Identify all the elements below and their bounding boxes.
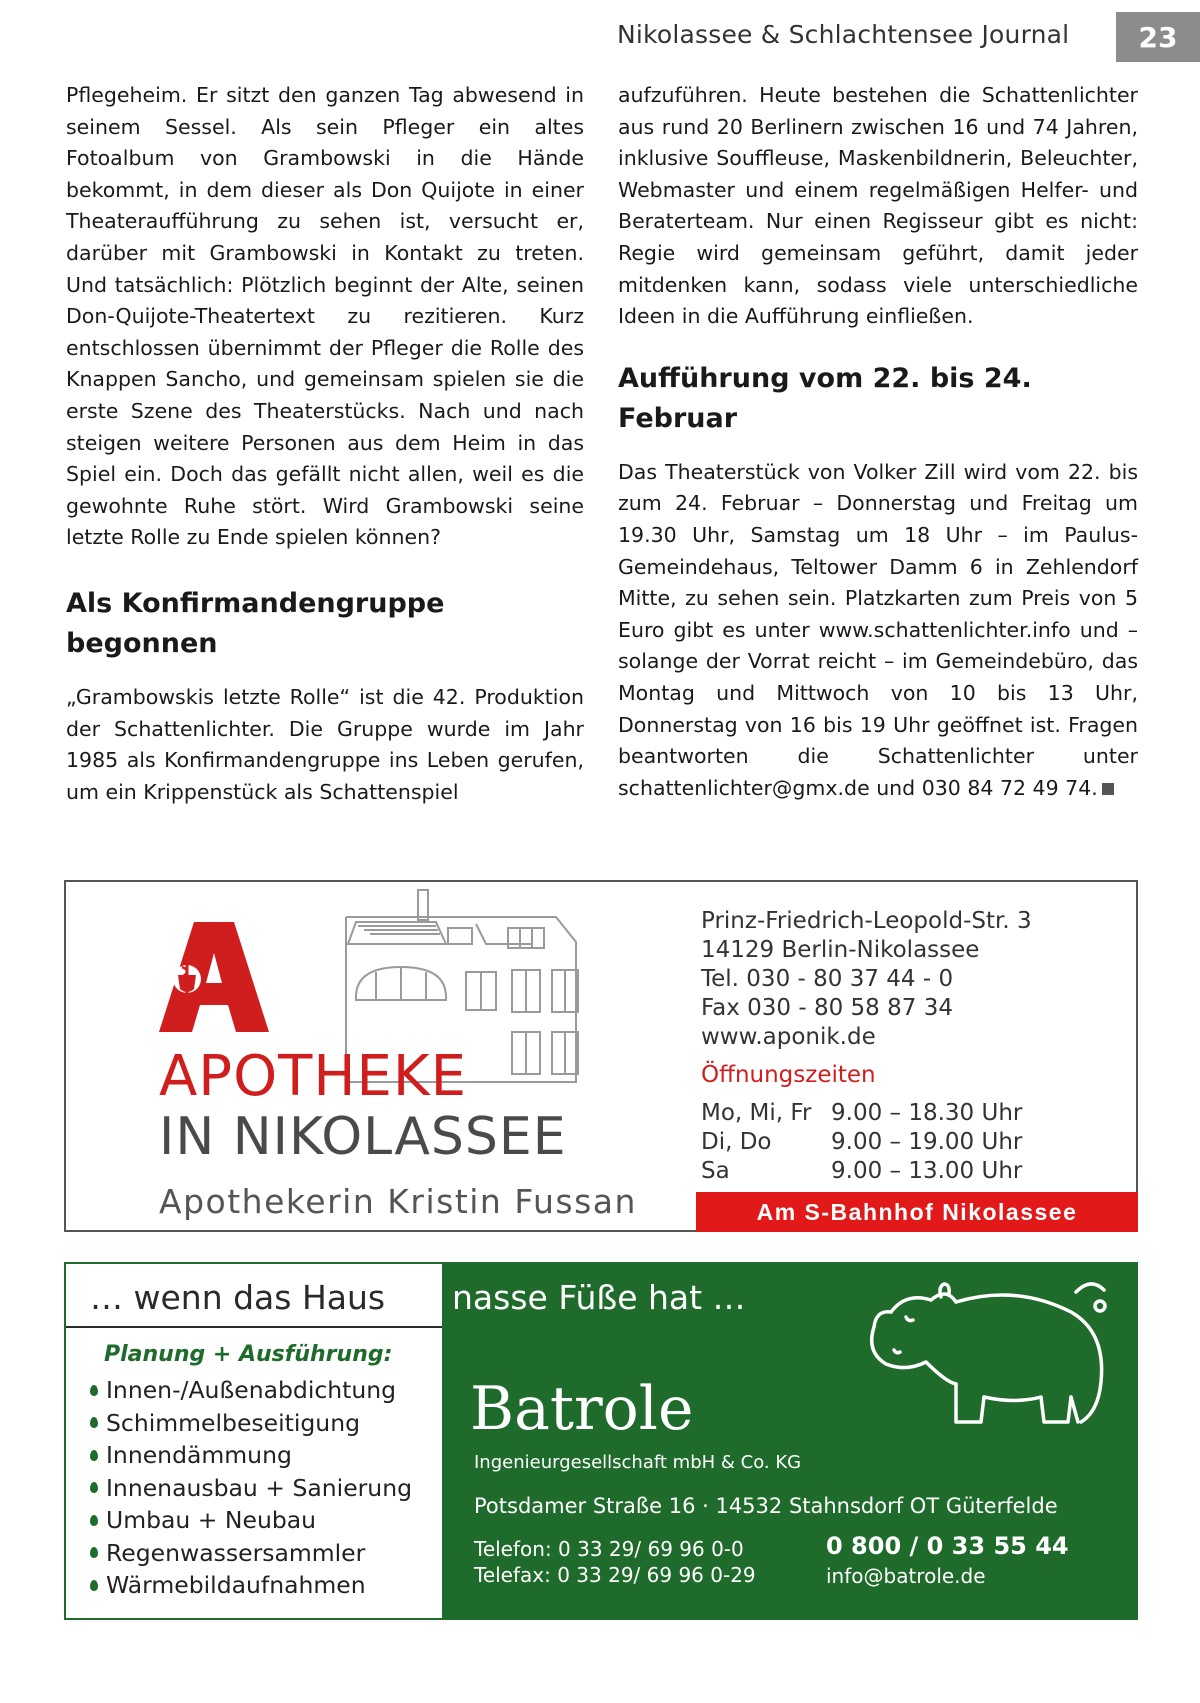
slogan-part1: … wenn das Haus — [90, 1278, 386, 1317]
list-item — [90, 1374, 412, 1407]
hippo-icon — [846, 1272, 1126, 1447]
list-item — [90, 1407, 412, 1440]
drop-icon — [90, 1385, 98, 1396]
address-city: 14129 Berlin-Nikolassee — [701, 937, 980, 963]
address-website: www.aponik.de — [701, 1024, 876, 1050]
hours-row — [701, 1128, 1022, 1157]
list-item — [90, 1537, 412, 1570]
services-title: Planung + Ausführung: — [104, 1342, 393, 1367]
pharmacy-name-line1: APOTHEKE — [159, 1044, 467, 1109]
drop-icon — [90, 1580, 98, 1591]
hours-time: 9.00 – 18.30 Uhr — [831, 1100, 1023, 1126]
pharmacy-owner: Apothekerin Kristin Fussan — [159, 1182, 637, 1221]
article-left-column — [66, 80, 584, 808]
drop-icon — [90, 1417, 98, 1428]
article-paragraph: „Grambowskis letzte Rolle“ ist die 42. Produktion der Schattenlichter. Die Gruppe wurde im Jahr 1985 als Konfirmandengruppe ins Leben gerufen, um ein Krippenstück als Schattenspiel — [66, 684, 584, 804]
batrole-ad — [64, 1262, 1138, 1620]
address-street: Prinz-Friedrich-Leopold-Str. 3 — [701, 908, 1032, 934]
article-subhead: Als Konfirmandengruppe begonnen — [66, 587, 445, 659]
batrole-contact — [474, 1536, 756, 1588]
slogan-divider — [66, 1326, 442, 1328]
service-label: Regenwassersammler — [106, 1538, 366, 1567]
drop-icon — [90, 1547, 98, 1558]
batrole-hotline: 0 800 / 0 33 55 44 — [826, 1532, 1069, 1560]
batrole-phone: Telefon: 0 33 29/ 69 96 0-0 — [474, 1537, 744, 1561]
service-label: Innendämmung — [106, 1441, 292, 1469]
batrole-fax: Telefax: 0 33 29/ 69 96 0-29 — [474, 1563, 756, 1587]
batrole-brand: Batrole — [470, 1374, 694, 1444]
batrole-email: info@batrole.de — [826, 1564, 986, 1588]
hours-row — [701, 1157, 1022, 1186]
service-label: Umbau + Neubau — [106, 1506, 317, 1534]
pharmacy-address — [701, 907, 1032, 1052]
hours-days: Sa — [701, 1158, 730, 1184]
service-label: Wärmebildaufnahmen — [106, 1571, 366, 1599]
opening-hours — [701, 1099, 1022, 1186]
article-paragraph — [618, 457, 1138, 805]
service-label: Schimmelbeseitigung — [106, 1408, 361, 1437]
address-fax: Fax 030 - 80 58 87 34 — [701, 995, 953, 1021]
article-right-column — [618, 80, 1138, 804]
pharmacy-name-line2: IN NIKOLASSEE — [159, 1107, 567, 1167]
article-paragraph-text: Das Theaterstück von Volker Zill wird vom 22. bis zum 24. Februar – Donnerstag und Freitag um 19.30 Uhr, Samstag um 18 Uhr – im Paulus-Gemeindehaus, Teltower Damm 6 in Zehlendorf Mitte, zu sehen sein. Platzkarten zum Preis von 5 Euro gibt es unter www.schattenlichter.info und – solange der Vorrat reicht – im Gemeindebüro, das Montag und Mittwoch von 10 bis 13 Uhr, Donnerstag von 16 bis 19 Uhr geöffnet ist. Fragen beantworten die Schattenlichter unter schattenlichter@gmx.de und 030 84 72 49 74. — [618, 459, 1138, 800]
service-label: Innen-/Außenabdichtung — [106, 1376, 397, 1404]
hours-time: 9.00 – 13.00 Uhr — [831, 1158, 1023, 1184]
location-bar: Am S-Bahnhof Nikolassee — [696, 1192, 1138, 1232]
services-list — [90, 1374, 412, 1602]
article-paragraph: aufzuführen. Heute bestehen die Schattenlichter aus rund 20 Berlinern zwischen 16 und 74 Jahren, inklusive Souffleuse, Maskenbildnerin, Beleuchter, Webmaster und einem regelmäßigen Helfer- und Beraterteam. Nur einen Regisseur gibt es nicht: Regie wird gemeinsam geführt, damit jeder mitdenken kann, sodass viele unterschiedliche Ideen in die Aufführung einfließen. — [618, 83, 1138, 329]
page-number: 23 — [1116, 12, 1200, 62]
pharmacy-ad — [64, 880, 1138, 1232]
hours-time: 9.00 – 19.00 Uhr — [831, 1129, 1023, 1155]
hours-days: Di, Do — [701, 1129, 772, 1155]
list-item — [90, 1504, 412, 1537]
apotheke-logo-icon — [154, 917, 274, 1037]
list-item — [90, 1439, 412, 1472]
batrole-company: Ingenieurgesellschaft mbH & Co. KG — [474, 1452, 802, 1473]
batrole-address: Potsdamer Straße 16 · 14532 Stahnsdorf OT Güterfelde — [474, 1494, 1058, 1518]
list-item — [90, 1569, 412, 1602]
journal-title: Nikolassee & Schlachtensee Journal — [617, 20, 1070, 49]
hours-days: Mo, Mi, Fr — [701, 1100, 812, 1126]
slogan-part2: nasse Füße hat … — [452, 1278, 746, 1317]
hours-row — [701, 1099, 1022, 1128]
article-paragraph: Pflegeheim. Er sitzt den ganzen Tag abwesend in seinem Sessel. Als sein Pfleger ein altes Fotoalbum von Grambowski in die Hände bekommt, in dem dieser als Don Quijote in einer Theateraufführung zu sehen ist, versucht er, darüber mit Grambowski in Kontakt zu treten. Und tatsächlich: Plötzlich beginnt der Alte, seinen Don-Quijote-Theatertext zu rezitieren. Kurz entschlossen übernimmt der Pfleger die Rolle des Knappen Sancho, und gemeinsam spielen sie die erste Szene des Theaterstücks. Nach und nach steigen weitere Personen aus dem Heim in das Spiel ein. Doch das gefällt nicht allen, weil es die gewohnte Ruhe stört. Wird Grambowski seine letzte Rolle zu Ende spielen können? — [66, 83, 584, 550]
drop-icon — [90, 1482, 98, 1493]
drop-icon — [90, 1450, 98, 1461]
article-subhead: Aufführung vom 22. bis 24. Februar — [618, 362, 1032, 434]
address-phone: Tel. 030 - 80 37 44 - 0 — [701, 966, 954, 992]
list-item — [90, 1472, 412, 1505]
logo-letter: A — [213, 1029, 215, 1030]
drop-icon — [90, 1515, 98, 1526]
end-of-article-icon — [1102, 783, 1114, 795]
opening-hours-title: Öffnungszeiten — [701, 1062, 876, 1088]
service-label: Innenausbau + Sanierung — [106, 1473, 413, 1502]
